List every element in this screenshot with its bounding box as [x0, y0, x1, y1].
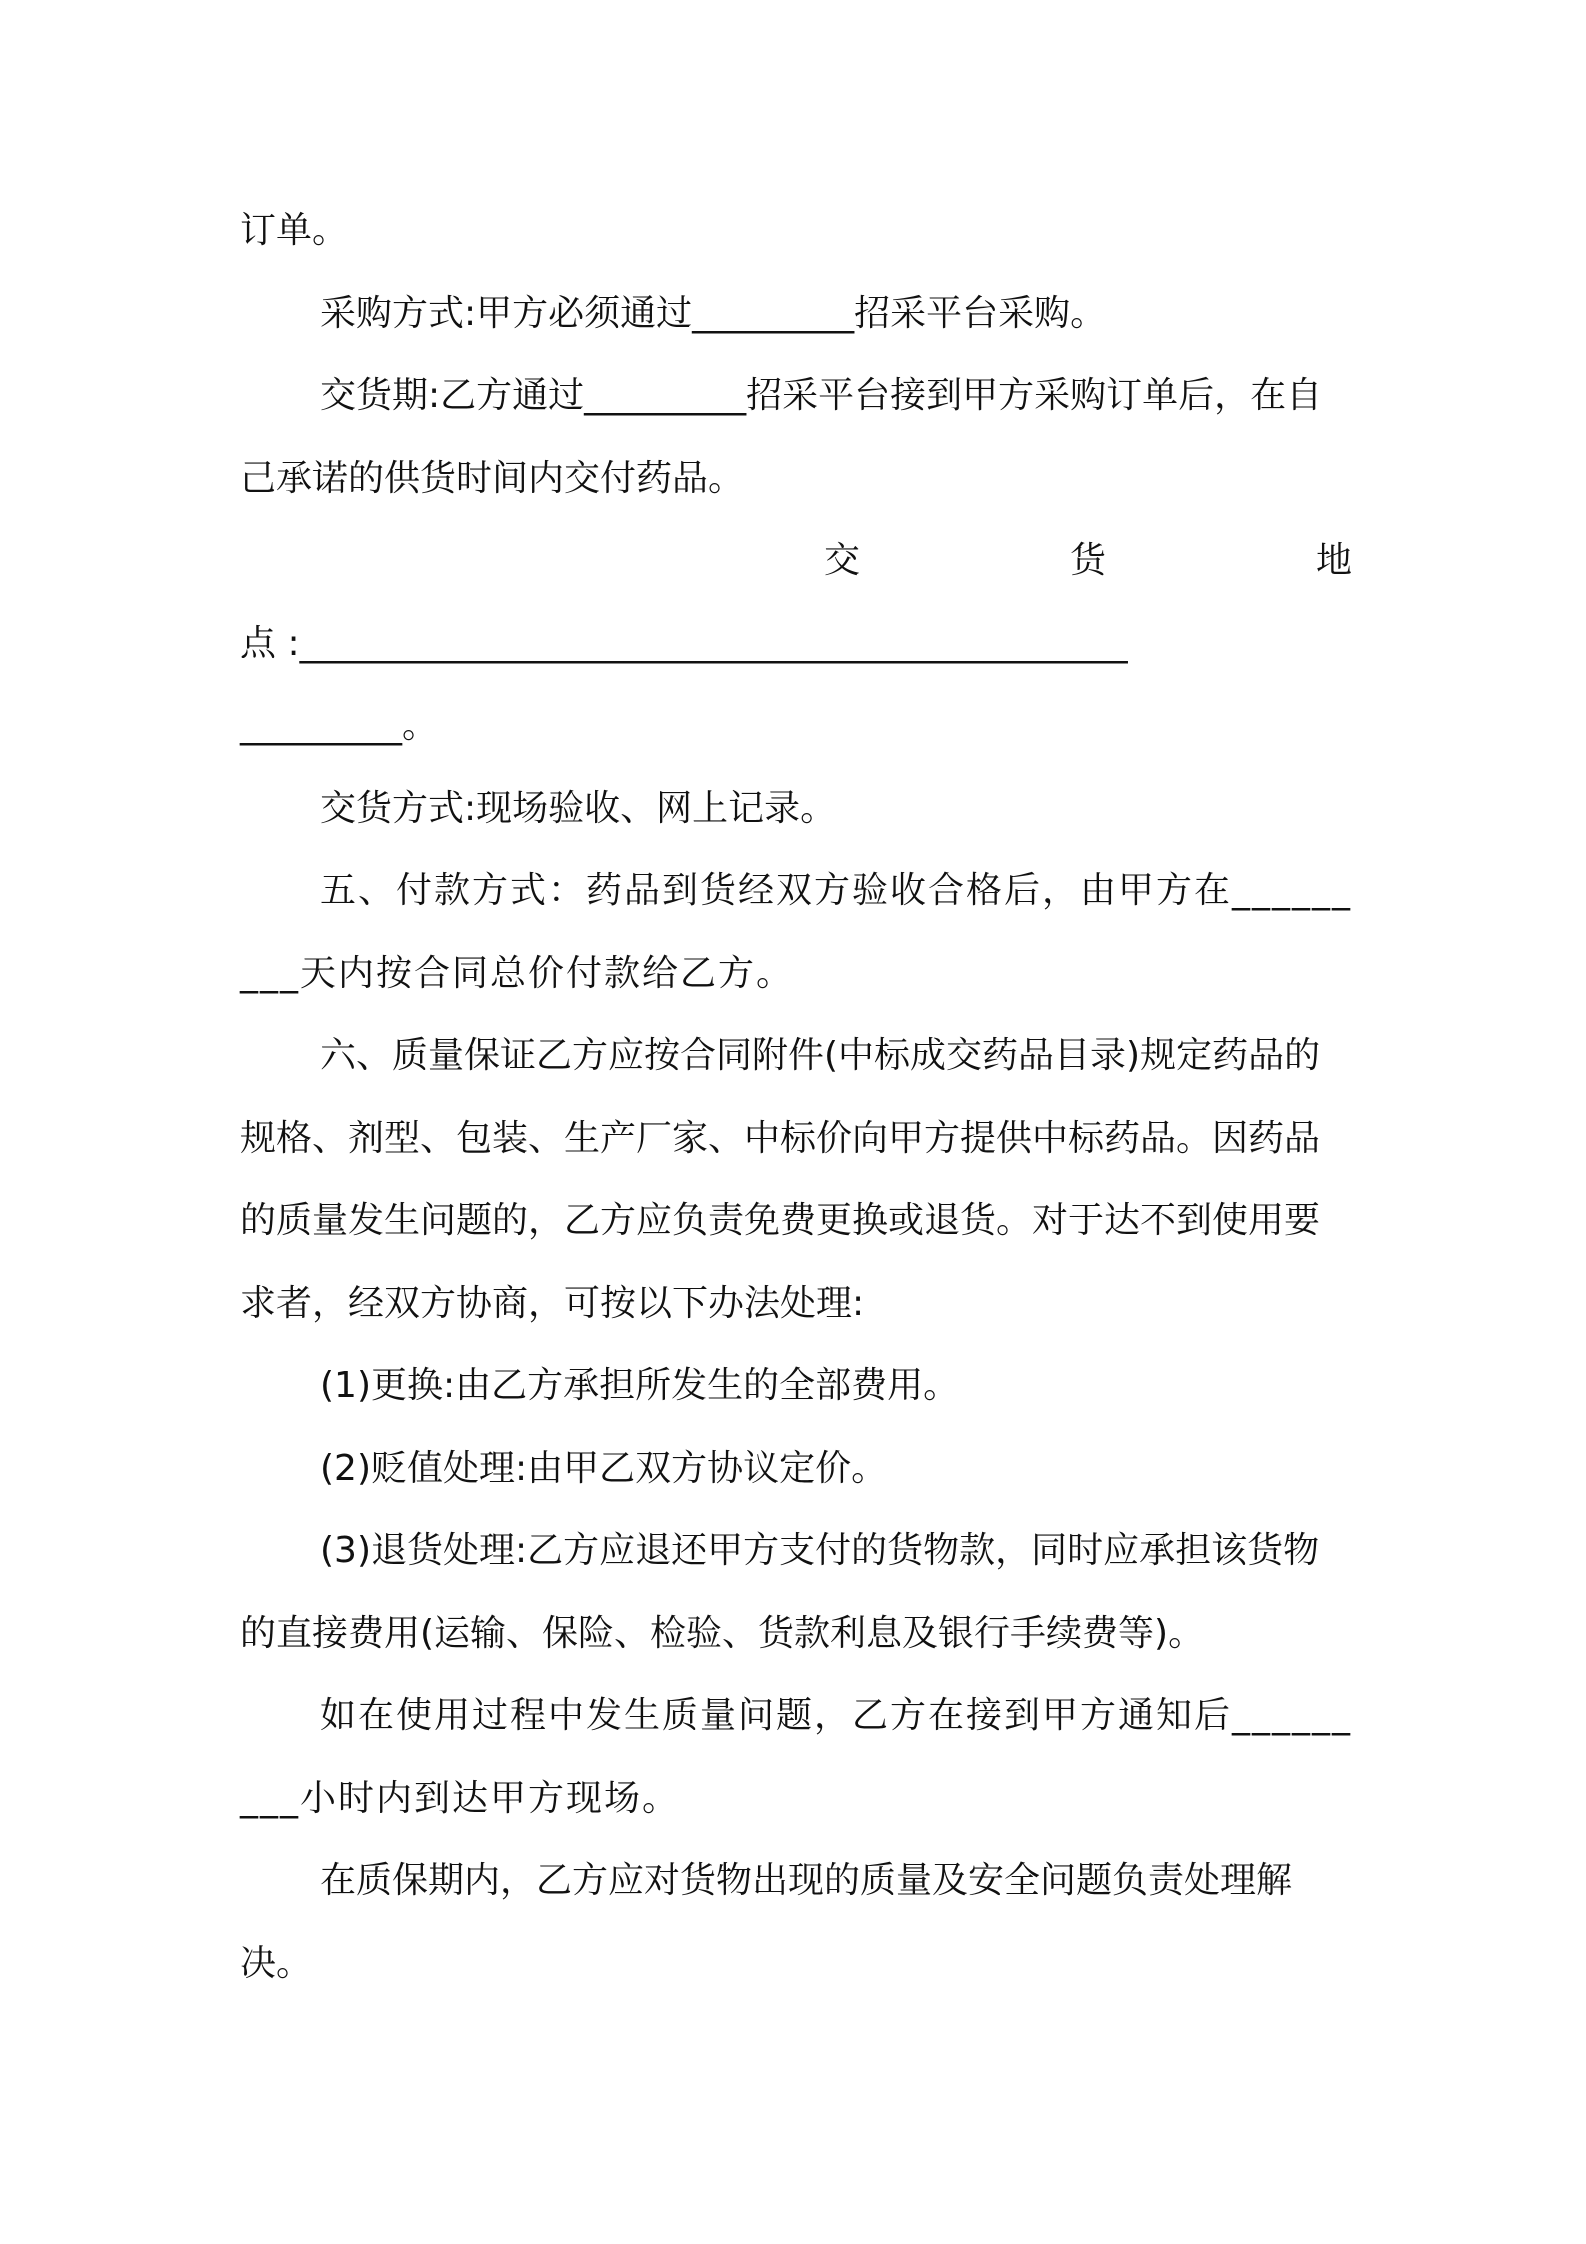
delivery-location-char-1: 交 [823, 540, 860, 581]
paragraph-delivery-location-blank: 点 :______________________________________________ [240, 622, 1128, 664]
paragraph-option-return: (3)退货处理:乙方应退还甲方支付的货物款，同时应承担该货物的直接费用(运输、保险、检验、货款利息及银行手续费等)。 [240, 1530, 1320, 1654]
paragraph-delivery-mode: 交货方式:现场验收、网上记录。 [320, 787, 837, 829]
paragraph-option-depreciation: (2)贬值处理:由甲乙双方协议定价。 [320, 1447, 888, 1489]
delivery-location-char-3: 地 [1315, 540, 1352, 581]
paragraph-delivery-location-blank-tail: _________。 [240, 705, 439, 746]
paragraph-delivery-period: 交货期:乙方通过_________招采平台接到甲方采购订单后，在自己承诺的供货时间内交付药品。 [240, 375, 1323, 499]
paragraph-purchase-method: 采购方式:甲方必须通过_________招采平台采购。 [320, 292, 1107, 334]
paragraph-warranty-period: 在质保期内，乙方应对货物出现的质量及安全问题负责处理解决。 [240, 1860, 1293, 1984]
delivery-location-char-2: 货 [1069, 540, 1106, 581]
document-body [240, 190, 1352, 2005]
paragraph-option-replace: (1)更换:由乙方承担所发生的全部费用。 [320, 1365, 960, 1406]
paragraph-order-tail: 订单。 [240, 210, 349, 251]
paragraph-on-site-response: 如在使用过程中发生质量问题，乙方在接到甲方通知后_________小时内到达甲方现场。 [240, 1695, 1353, 1819]
delivery-location-heading [240, 520, 1352, 603]
paragraph-quality-guarantee: 六、质量保证乙方应按合同附件(中标成交药品目录)规定药品的规格、剂型、包装、生产厂家、中标价向甲方提供中标药品。因药品的质量发生问题的，乙方应负责免费更换或退货。对于达不到使用要求者，经双方协商，可按以下办法处理: [240, 1035, 1321, 1324]
paragraph-payment-method: 五、付款方式：药品到货经双方验收合格后，由甲方在_________天内按合同总价付款给乙方。 [240, 870, 1353, 994]
